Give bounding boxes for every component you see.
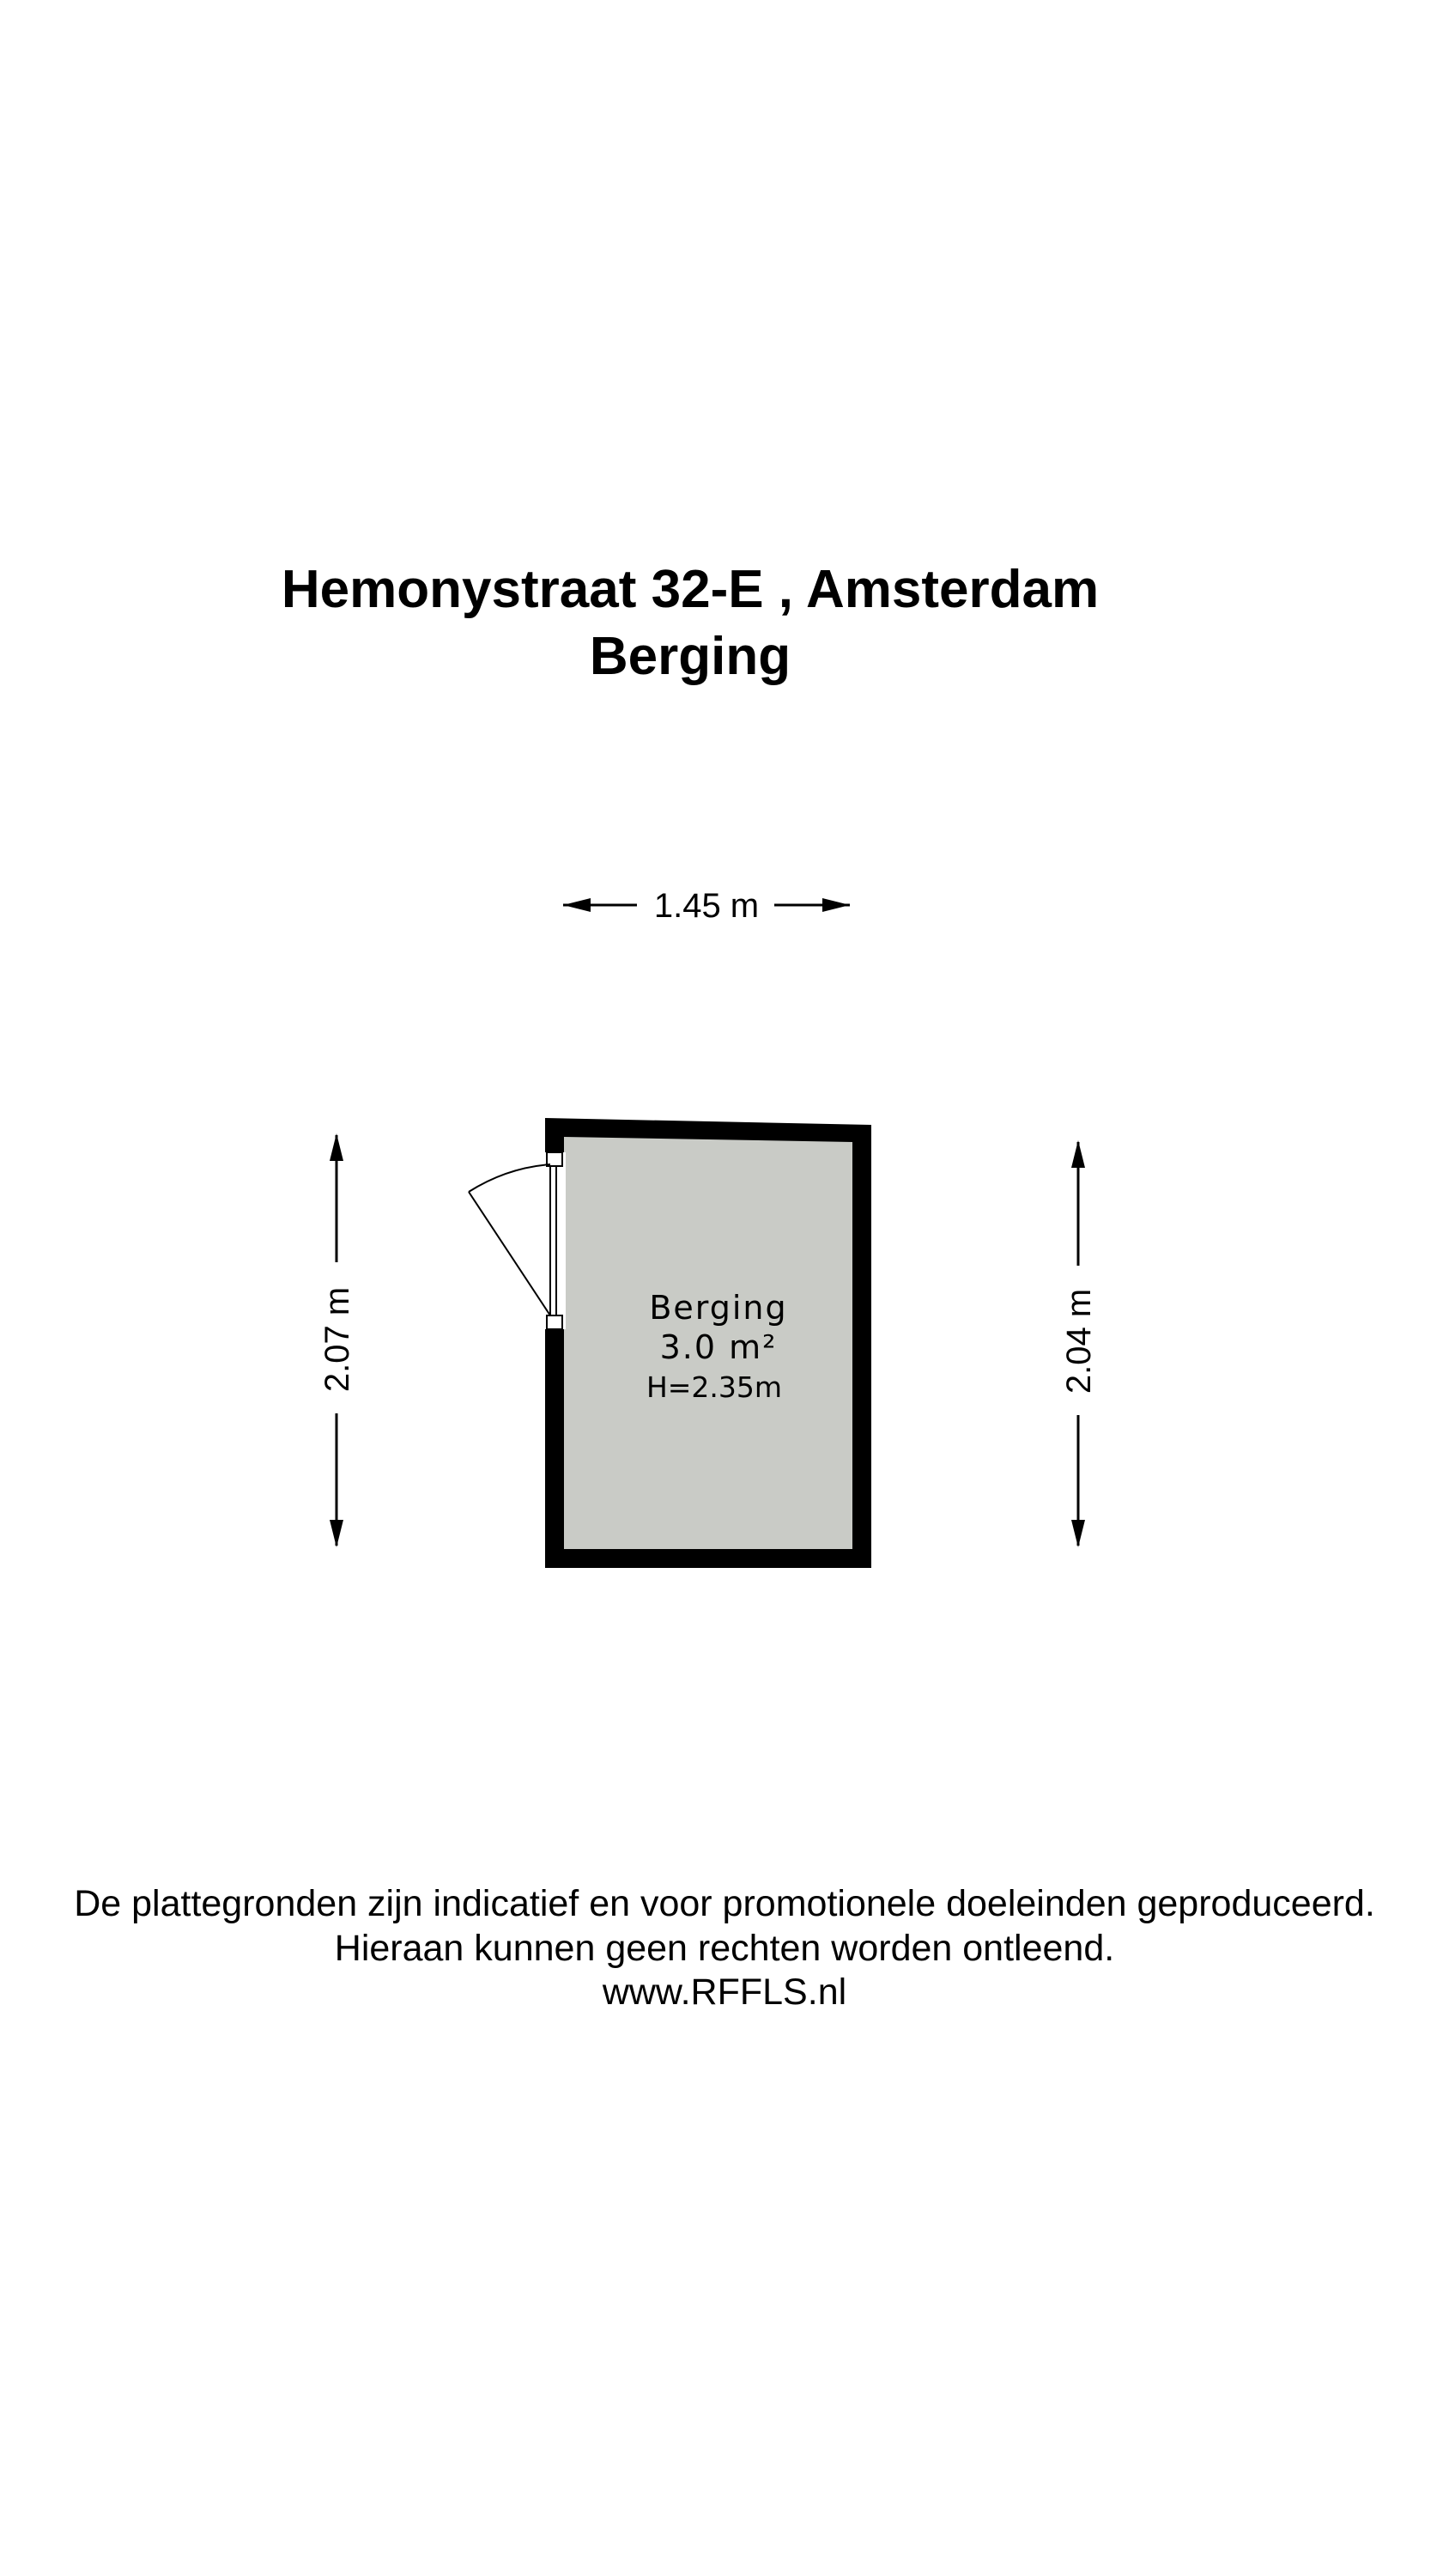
disclaimer-line-2: Hieraan kunnen geen rechten worden ontleend. bbox=[334, 1928, 1115, 1969]
width-dimension-label: 1.45 m bbox=[653, 887, 760, 925]
door-opening bbox=[543, 1152, 566, 1329]
width-dimension bbox=[563, 887, 850, 925]
door-swing-arc bbox=[469, 1164, 550, 1192]
width-dimension-arrow-right bbox=[822, 898, 850, 912]
room-height-label: H=2.35m bbox=[646, 1370, 783, 1404]
right-dimension-label: 2.04 m bbox=[1060, 1288, 1098, 1394]
left-height-dimension bbox=[318, 1133, 356, 1547]
right-dimension-arrow-top bbox=[1071, 1140, 1085, 1168]
door-frame-bottom bbox=[547, 1315, 562, 1329]
door-leaf bbox=[469, 1192, 550, 1315]
width-dimension-arrow-left bbox=[563, 898, 591, 912]
disclaimer-line-1: De plattegronden zijn indicatief en voor promotionele doeleinden geproduceerd. bbox=[74, 1883, 1375, 1924]
right-height-dimension bbox=[1060, 1140, 1098, 1547]
right-dimension-arrow-bottom bbox=[1071, 1520, 1085, 1547]
page-title: Hemonystraat 32-E , Amsterdam bbox=[281, 560, 1100, 619]
left-dimension-arrow-bottom bbox=[330, 1520, 343, 1547]
left-dimension-label: 2.07 m bbox=[318, 1286, 356, 1393]
room-berging bbox=[469, 1118, 871, 1568]
room-area-label: 3.0 m² bbox=[659, 1328, 778, 1366]
website-link[interactable]: www.RFFLS.nl bbox=[602, 1971, 847, 2013]
room-name-label: Berging bbox=[649, 1289, 788, 1327]
left-dimension-arrow-top bbox=[330, 1133, 343, 1161]
page-subtitle: Berging bbox=[589, 627, 791, 686]
